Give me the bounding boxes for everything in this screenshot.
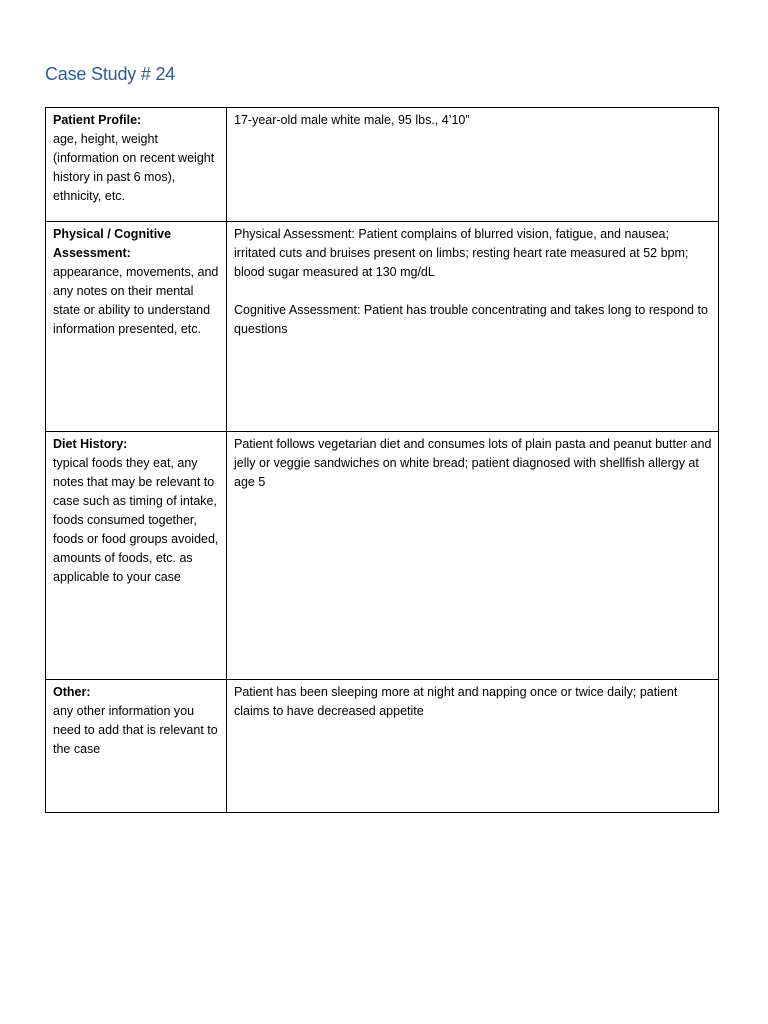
detail-cell <box>227 680 719 813</box>
table-row-diet-history <box>46 432 719 680</box>
row-hint: any other information you need to add that is relevant to the case <box>53 704 218 756</box>
row-hint: appearance, movements, and any notes on their mental state or ability to understand information presented, etc. <box>53 265 219 336</box>
page-title: Case Study # 24 <box>45 64 176 84</box>
row-hint: age, height, weight (information on recent weight history in past 6 mos), ethnicity, etc. <box>53 132 215 203</box>
label-cell <box>46 432 227 680</box>
table-row-physical-cognitive <box>46 222 719 432</box>
label-cell <box>46 222 227 432</box>
detail-cell <box>227 222 719 432</box>
row-detail: 17-year-old male white male, 95 lbs., 4’10” <box>234 113 470 127</box>
row-label: Physical / Cognitive Assessment: <box>53 227 172 260</box>
detail-cell <box>227 432 719 680</box>
paragraph-spacer <box>234 282 712 301</box>
case-study-table <box>45 107 719 813</box>
row-hint: typical foods they eat, any notes that may be relevant to case such as timing of intake, foods consumed together, foods or food groups avoided, amounts of foods, etc. as applicable to your case <box>53 456 219 584</box>
row-detail: Patient has been sleeping more at night and napping once or twice daily; patient claims to have decreased appetite <box>234 685 678 718</box>
table-row-patient-profile <box>46 108 719 222</box>
physical-assessment-text: Physical Assessment: Patient complains of blurred vision, fatigue, and nausea; irritated cuts and bruises present on limbs; resting heart rate measured at 52 bpm; blood sugar measured at 130 mg/dL <box>234 227 689 279</box>
label-cell <box>46 108 227 222</box>
row-label: Other: <box>53 685 91 699</box>
table-row-other <box>46 680 719 813</box>
row-detail: Patient follows vegetarian diet and consumes lots of plain pasta and peanut butter and jelly or veggie sandwiches on white bread; patient diagnosed with shellfish allergy at age 5 <box>234 437 712 489</box>
detail-cell <box>227 108 719 222</box>
row-label: Patient Profile: <box>53 113 142 127</box>
row-label: Diet History: <box>53 437 128 451</box>
label-cell <box>46 680 227 813</box>
cognitive-assessment-text: Cognitive Assessment: Patient has trouble concentrating and takes long to respond to questions <box>234 303 708 336</box>
